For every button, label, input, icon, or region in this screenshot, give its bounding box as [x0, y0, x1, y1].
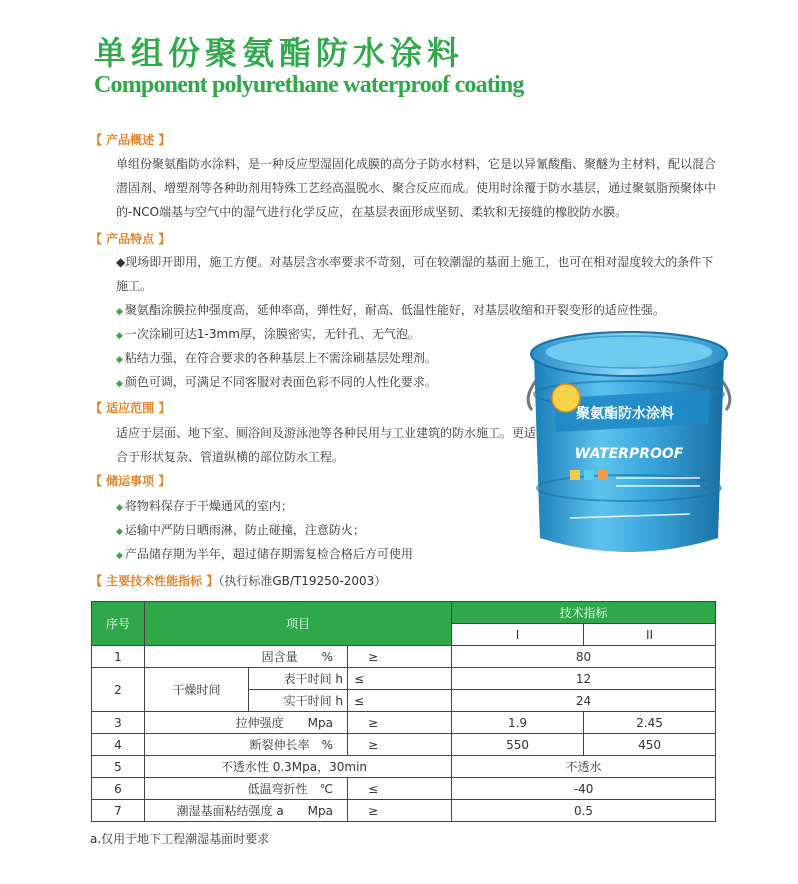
- diamond-bullet-icon: ◆: [116, 355, 123, 365]
- row-value: 不透水: [452, 756, 716, 778]
- table-row: [92, 712, 716, 734]
- diamond-bullet-icon: ◆: [116, 551, 123, 561]
- table-row: [92, 778, 716, 800]
- row-op: ≥: [348, 646, 452, 668]
- row-item: 实干时间 h: [249, 690, 348, 712]
- row-op: ≥: [348, 734, 452, 756]
- spec-table: [91, 601, 716, 822]
- section-heading-features: 【 产品特点 】: [90, 232, 171, 246]
- section-heading-specs: 【 主要技术性能指标 】（执行标准GB/T19250-2003）: [90, 574, 387, 588]
- row-op: ≤: [348, 778, 452, 800]
- storage-item: ◆ 将物料保存于干燥通风的室内；: [116, 499, 293, 513]
- row-group: 干燥时间: [145, 668, 249, 712]
- diamond-bullet-icon: ◆: [116, 503, 123, 513]
- row-no: 1: [92, 646, 145, 668]
- row-no: 4: [92, 734, 145, 756]
- bucket-brand: WATERPROOF: [574, 446, 684, 462]
- row-no: 6: [92, 778, 145, 800]
- header-grade-2: II: [584, 624, 716, 646]
- storage-item: ◆ 产品储存期为半年，超过储存期需复检合格后方可使用: [116, 547, 413, 561]
- page-title: 单组份聚氨酯防水涂料: [94, 34, 465, 72]
- table-row: [92, 668, 716, 690]
- row-item: 表干时间 h: [249, 668, 348, 690]
- section-heading-overview: 【 产品概述 】: [90, 133, 171, 147]
- table-row: [92, 734, 716, 756]
- row-value: -40: [452, 778, 716, 800]
- table-row: [92, 756, 716, 778]
- row-op: ≥: [348, 800, 452, 822]
- row-no: 7: [92, 800, 145, 822]
- table-footnote: a.仅用于地下工程潮湿基面时要求: [90, 832, 270, 846]
- row-no: 5: [92, 756, 145, 778]
- diamond-bullet-icon: ◆: [116, 527, 123, 537]
- scope-paragraph: 适应于层面、地下室、厕浴间及游泳池等各种民用与工业建筑的防水施工。更适合于形状复杂、管道纵横的部位防水工程。: [116, 426, 537, 464]
- header-item: 项目: [145, 602, 452, 646]
- row-value-2: 2.45: [584, 712, 716, 734]
- diamond-bullet-icon: ◆: [116, 307, 123, 317]
- paint-bucket-image: [520, 328, 738, 560]
- section-heading-scope: 【 适应范围 】: [90, 401, 171, 415]
- feature-item: ◆ 一次涂刷可达1-3mm厚，涂膜密实，无针孔、无气泡。: [116, 327, 420, 341]
- row-item: 拉伸强度 Mpa: [145, 712, 348, 734]
- row-value: 80: [452, 646, 716, 668]
- table-row: [92, 646, 716, 668]
- row-value-2: 450: [584, 734, 716, 756]
- table-header-row: [92, 602, 716, 624]
- row-value-1: 1.9: [452, 712, 584, 734]
- table-row: [92, 800, 716, 822]
- row-value: 24: [452, 690, 716, 712]
- row-value-1: 550: [452, 734, 584, 756]
- row-value: 0.5: [452, 800, 716, 822]
- storage-item: ◆ 运输中严防日晒雨淋，防止碰撞，注意防火；: [116, 523, 365, 537]
- feature-item: ◆ 粘结力强，在符合要求的各种基层上不需涂刷基层处理剂。: [116, 351, 437, 365]
- feature-item: ◆ 颜色可调，可满足不同客服对表面色彩不同的人性化要求。: [116, 375, 437, 389]
- diamond-bullet-icon: ◆: [116, 379, 123, 389]
- row-op: ≤: [348, 690, 452, 712]
- header-no: 序号: [92, 602, 145, 646]
- row-item: 低温弯折性 ℃: [145, 778, 348, 800]
- row-op: ≤: [348, 668, 452, 690]
- header-grade-1: I: [452, 624, 584, 646]
- header-tech: 技术指标: [452, 602, 716, 624]
- diamond-bullet-icon: ◆: [116, 331, 123, 341]
- row-item: 固含量 %: [145, 646, 348, 668]
- section-heading-storage: 【 储运事项 】: [90, 474, 171, 488]
- row-item: 断裂伸长率 %: [145, 734, 348, 756]
- row-item: 不透水性 0.3Mpa，30min: [145, 756, 452, 778]
- page-subtitle-en: Component polyurethane waterproof coating: [94, 72, 524, 98]
- row-no: 3: [92, 712, 145, 734]
- diamond-bullet-icon: ◆: [116, 255, 126, 269]
- feature-item: ◆现场即开即用，施工方便。对基层含水率要求不苛刻，可在较潮湿的基面上施工，也可在相对湿度较大的条件下施工。: [116, 255, 714, 293]
- feature-item: ◆ 聚氨酯涂膜拉伸强度高，延伸率高，弹性好，耐高、低温性能好，对基层收缩和开裂变形的适应性强。: [116, 303, 665, 317]
- row-item: 潮湿基面粘结强度 a Mpa: [145, 800, 348, 822]
- bucket-label: 聚氨酯防水涂料: [576, 406, 674, 422]
- row-op: ≥: [348, 712, 452, 734]
- row-no: 2: [92, 668, 145, 712]
- row-value: 12: [452, 668, 716, 690]
- overview-paragraph: 单组份聚氨酯防水涂料，是一种反应型湿固化成膜的高分子防水材料，它是以异氰酸酯、聚醚为主材料，配以混合潜固剂、增塑剂等各种助剂用特殊工艺经高温脱水、聚合反应而成。使用时涂覆于防水基层，通过聚氨脂预聚体中的-NCO端基与空气中的湿气进行化学反应，在基层表面形成坚韧、柔软和无接缝的橡胶防水膜。: [116, 157, 717, 219]
